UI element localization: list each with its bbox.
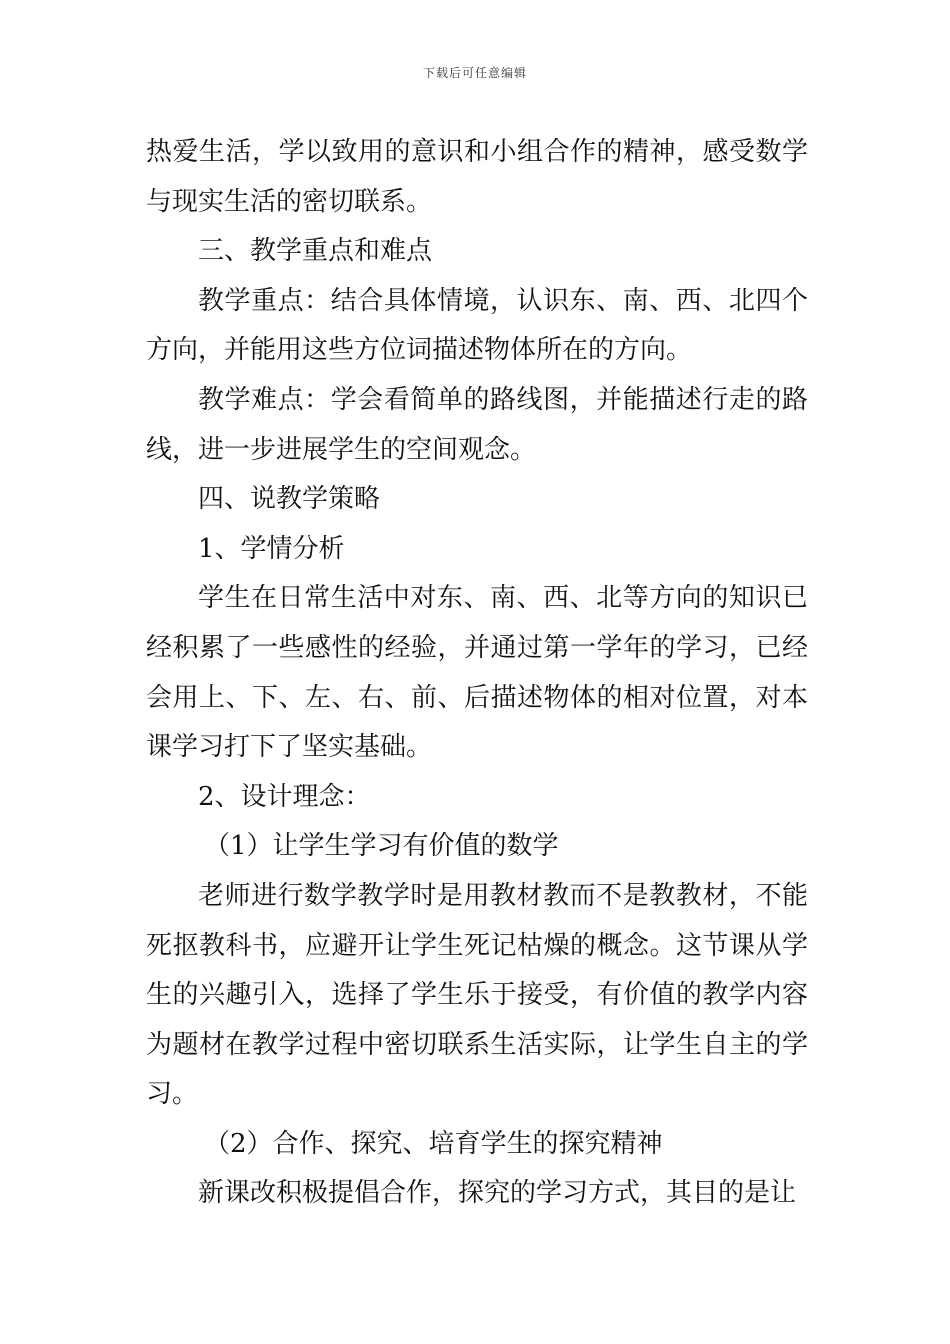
point-heading-cooperation-inquiry: （2）合作、探究、培育学生的探究精神 (204, 1128, 663, 1159)
paragraph-key-point: 教学重点：结合具体情境，认识东、南、西、北四个方向，并能用这些方位词描述物体所在的方向。 (146, 285, 808, 366)
page-header-note: 下载后可任意编辑 (422, 66, 527, 80)
paragraph-valuable-math: 老师进行数学教学时是用教材教而不是教教材，不能死抠教科书，应避开让学生死记枯燥的概念。这节课从学生的兴趣引入，选择了学生乐于接受，有价值的教学内容为题材在教学过程中密切联系生活实际，让学生自主的学习。 (146, 880, 808, 1110)
point-heading-valuable-math: （1）让学生学习有价值的数学 (204, 831, 559, 862)
subsection-heading-design-concept: 2、设计理念： (198, 781, 371, 812)
paragraph-learner-analysis: 学生在日常生活中对东、南、西、北等方向的知识已经积累了一些感性的经验，并通过第一学年的学习，已经会用上、下、左、右、前、后描述物体的相对位置，对本课学习打下了坚实基础。 (146, 583, 808, 763)
document-body (146, 128, 808, 1219)
subsection-heading-learner-analysis: 1、学情分析 (198, 533, 345, 564)
paragraph-continued-goal: 热爱生活，学以致用的意识和小组合作的精神，感受数学与现实生活的密切联系。 (146, 137, 808, 217)
section-heading-teaching-strategy: 四、说教学策略 (198, 484, 381, 515)
paragraph-cooperation: 新课改积极提倡合作，探究的学习方式，其目的是让 (198, 1178, 797, 1209)
paragraph-difficult-point: 教学难点：学会看简单的路线图，并能描述行走的路线，进一步进展学生的空间观念。 (146, 384, 808, 465)
section-heading-key-and-difficult-points: 三、教学重点和难点 (198, 236, 433, 267)
